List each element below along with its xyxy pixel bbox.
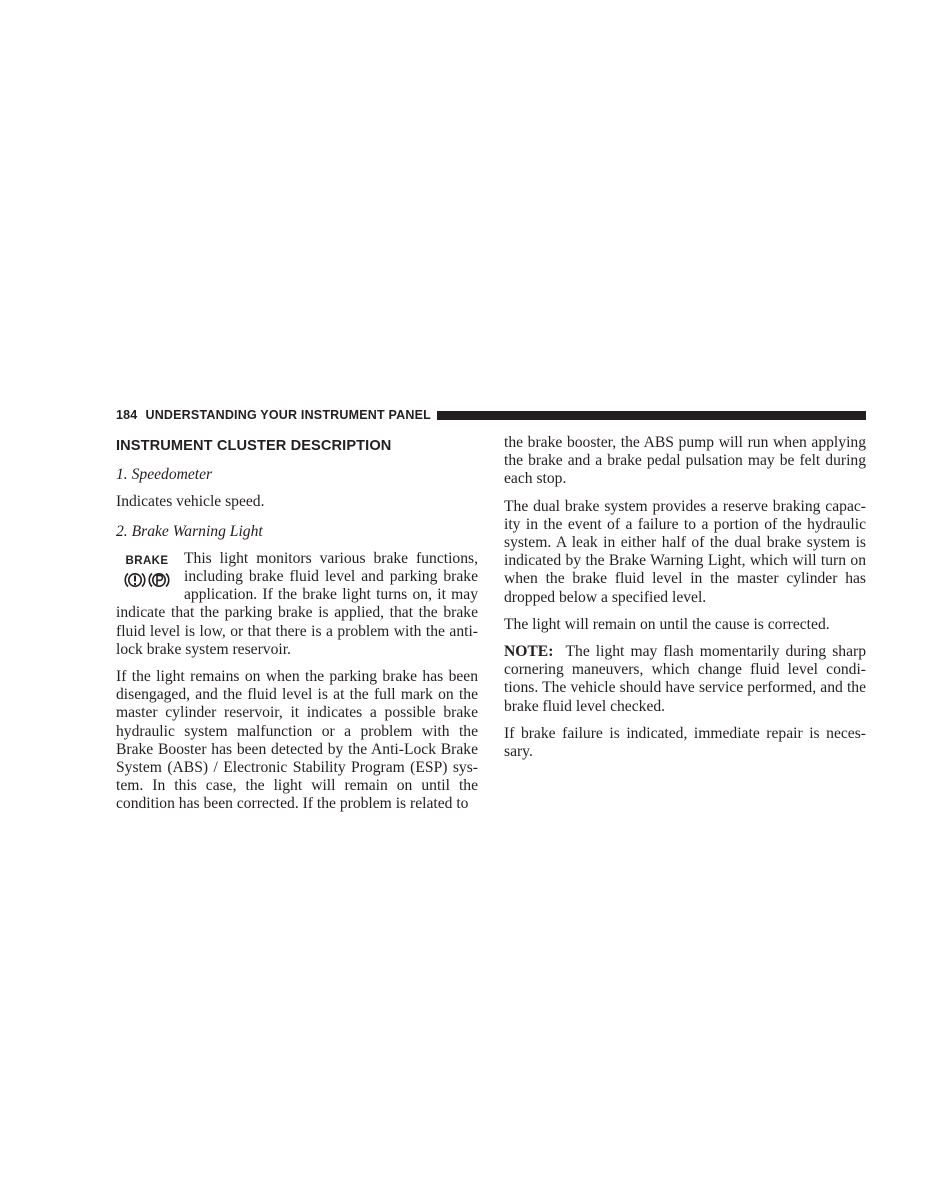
note-label: NOTE: xyxy=(504,643,554,661)
speedometer-heading: 1. Speedometer xyxy=(116,466,213,484)
brake-warning-block xyxy=(116,550,478,659)
brake-booster-paragraph: the brake booster, the ABS pump will run when applying the brake and a brake pedal pulsation may be felt during each stop. xyxy=(504,434,866,488)
section-title: UNDERSTANDING YOUR INSTRUMENT PANEL xyxy=(145,408,431,422)
note-text: The light may flash momentarily during sharp cornering maneuvers, which change fluid level conditions. The vehicle should have service performed, and the brake fluid level checked. xyxy=(504,643,866,715)
left-column xyxy=(116,434,478,823)
brake-warning-icon xyxy=(120,555,174,593)
page-header xyxy=(116,406,866,424)
brake-symbols xyxy=(120,570,174,590)
page-title: INSTRUMENT CLUSTER DESCRIPTION xyxy=(116,438,392,454)
exclamation-circle-icon xyxy=(124,570,170,590)
header-rule xyxy=(437,411,866,420)
brake-icon-label: BRAKE xyxy=(125,554,169,567)
light-remains-paragraph: The light will remain on until the cause is corrected. xyxy=(504,615,830,633)
dual-brake-paragraph: The dual brake system provides a reserve braking capacity in the event of a failure to a portion of the hydraulic system. A leak in either half of the dual brake system is indicated by the Brake Warning Light, which will turn on when the brake fluid level in the master cylinder has dropped below a specified level. xyxy=(504,497,866,606)
speedometer-text: Indicates vehicle speed. xyxy=(116,493,265,511)
right-column xyxy=(504,434,866,770)
brake-warning-heading: 2. Brake Warning Light xyxy=(116,522,263,540)
note-paragraph xyxy=(504,643,866,716)
page-number: 184 xyxy=(116,408,138,422)
brake-failure-paragraph: If brake failure is indicated, immediate repair is necessary. xyxy=(504,724,866,761)
brake-warning-text: This light monitors various brake functions, including brake fluid level and parking brake application. If the brake light turns on, it may indicate that the parking brake is applied, that the brake fluid level is low, or that there is a problem with the anti-lock brake system reservoir. xyxy=(116,549,478,658)
brake-light-paragraph: If the light remains on when the parking brake has been disengaged, and the fluid level is at the full mark on the master cylinder reservoir, it indicates a possible brake hydraulic system malfunction or a problem with the Brake Booster has been detected by the Anti-Lock Brake System (ABS) / Electronic Stability Program (ESP) system. In this case, the light will remain on until the condition has been corrected. If the problem is related to xyxy=(116,668,478,813)
